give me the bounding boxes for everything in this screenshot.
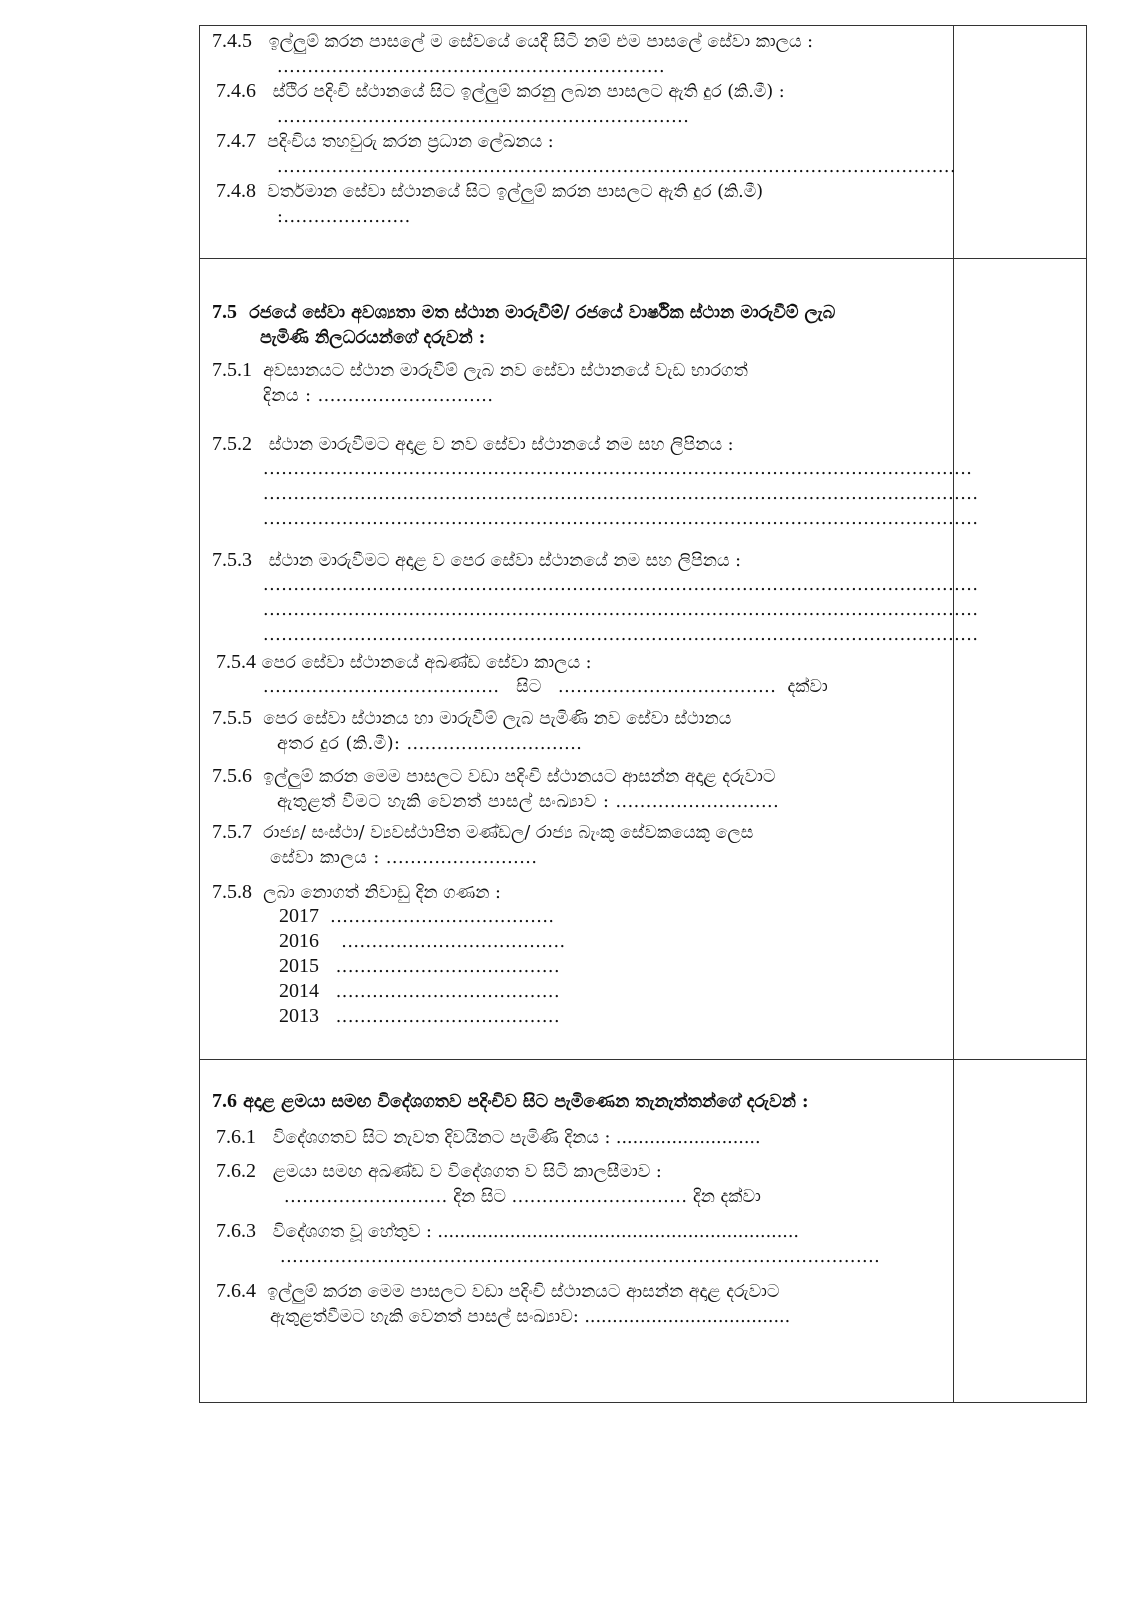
section-7-4-cell (200, 26, 957, 259)
item-7-5-5 (212, 707, 731, 730)
item-7-5-1 (212, 359, 748, 382)
year-label: 2015 (279, 955, 319, 977)
item-label: විදේශගතව සිට නැවත දිවයිනට පැමිණි දිනය : .......................... (272, 1128, 761, 1148)
fill-line[interactable]: ..................................... (341, 932, 566, 952)
fill-line[interactable]: ............................. (511, 1187, 688, 1207)
item-7-5-3 (212, 549, 741, 572)
fill-line[interactable]: ................................................................................................... (280, 1247, 881, 1267)
section-7-5-heading (212, 301, 835, 324)
year-row (279, 905, 554, 928)
item-label: රාජ්‍ය/ සංස්ථා/ ව්‍යවස්ථාපිත මණ්ඩල/ රාජ්‍ය බැංකු සේවකයෙකු ලෙස (263, 823, 754, 843)
item-label: ස්ථාන මාරුවීමට අදාළ ව නව සේවා ස්ථානයේ නම සහ ලිපිනය : (268, 435, 734, 455)
item-label: ස්ථාන මාරුවීමට අදාළ ව පෙර සේවා ස්ථානයේ නම සහ ලිපිනය : (268, 551, 742, 571)
item-7-5-7 (212, 821, 753, 844)
year-row (279, 980, 560, 1003)
form-table (199, 25, 1087, 1403)
fill-line[interactable]: .................................................................... (277, 107, 690, 127)
item-label: ඉල්ලුම් කරන මෙම පාසලට වඩා පදිංචි ස්ථානයට ආසන්න අදාළ දරුවාට (267, 1282, 780, 1302)
item-number: 7.5.4 (216, 651, 256, 673)
item-7-4-6 (216, 80, 785, 103)
item-label: පෙර සේවා ස්ථානයේ අඛණ්ඩ සේවා කාලය : (261, 653, 592, 673)
item-7-4-7 (216, 130, 554, 153)
fill-line[interactable]: .................................... (558, 677, 777, 697)
table-row (200, 1060, 1087, 1403)
year-label: 2013 (279, 1005, 319, 1027)
item-number: 7.6.2 (216, 1160, 256, 1182)
section-7-6-heading (212, 1090, 808, 1113)
side-column (954, 26, 1087, 259)
item-number: 7.4.5 (212, 30, 252, 52)
fill-line[interactable]: :..................... (277, 207, 411, 227)
fill-line[interactable]: ...................................................................................................................... (263, 575, 979, 595)
from-label: සිට (516, 677, 542, 697)
section-7-6-cell (200, 1060, 954, 1403)
table-row (200, 26, 1087, 259)
item-number: 7.5.7 (212, 821, 252, 843)
year-row (279, 955, 560, 978)
item-number: 7.5.1 (212, 359, 252, 381)
from-label: දින සිට (453, 1187, 506, 1207)
item-label: ඉල්ලුම් කරන පාසලේ ම සේවයේ යෙදී සිටි නම් එම පාසලේ සේවා කාලය : (268, 32, 814, 52)
fill-line[interactable]: ..................................... (335, 1007, 561, 1027)
item-7-6-4 (216, 1280, 780, 1303)
item-label: ඉල්ලුම් කරන මෙම පාසලට වඩා පදිංචි ස්ථානයට ආසන්න අදාළ දරුවාට (263, 767, 776, 787)
fill-line[interactable]: ..................................... (335, 982, 561, 1002)
item-7-4-8 (216, 180, 763, 203)
item-label: ළමයා සමඟ අඛණ්ඩ ව විදේශගත ව සිටි කාලසීමාව : (272, 1162, 662, 1182)
item-number: 7.5 (212, 301, 237, 323)
item-7-6-1 (216, 1126, 761, 1149)
item-number: 7.4.8 (216, 180, 256, 202)
item-label: පෙර සේවා ස්ථානය හා මාරුවීම් ලැබ පැමිණි නව සේවා ස්ථානය (263, 709, 732, 729)
item-7-5-8 (212, 881, 501, 904)
fill-line[interactable]: ...................................................................................................................... (263, 600, 979, 620)
item-number: 7.5.2 (212, 433, 252, 455)
fill-line[interactable]: ඇතුළත් වීමට හැකි වෙනත් පාසල් සංඛ්‍යාව : ........................... (277, 792, 780, 812)
year-row (279, 1005, 560, 1028)
side-column (954, 1060, 1087, 1403)
year-row (279, 930, 566, 953)
item-7-5-4 (216, 651, 592, 674)
item-number: 7.6.1 (216, 1126, 256, 1148)
item-7-4-5 (212, 30, 813, 53)
item-label: ලබා නොගත් නිවාඩු දින ගණන : (263, 883, 501, 903)
fill-line[interactable]: අතර දුර (කි.මී): ............................. (277, 734, 583, 754)
item-label: පදිංචිය තහවුරු කරන ප්‍රධාන ලේඛනය : (267, 132, 554, 152)
side-column (954, 259, 1087, 1060)
item-number: 7.5.8 (212, 881, 252, 903)
fill-line[interactable]: ................................................................................................................ (277, 157, 957, 177)
fill-line[interactable]: ඇතුළත්වීමට හැකි වෙනත් පාසල් සංඛ්‍යාව: ..................................... (270, 1307, 791, 1327)
fill-line[interactable]: ..................................................................................................................... (263, 459, 973, 479)
year-label: 2017 (279, 905, 319, 927)
item-label: ස්ථිර පදිංචි ස්ථානයේ සිට ඉල්ලුම් කරනු ලබන පාසලට ඇති දුර (කි.මී) : (272, 82, 785, 102)
item-label: විදේශගත වූ හේතුව : ................................................................. (272, 1222, 799, 1242)
item-number: 7.6.4 (216, 1280, 256, 1302)
item-number: 7.6.3 (216, 1220, 256, 1242)
to-label: දක්වා (787, 677, 828, 697)
date-range (284, 1186, 761, 1208)
item-number: 7.5.3 (212, 549, 252, 571)
item-number: 7.5.5 (212, 707, 252, 729)
item-number: 7.5.6 (212, 765, 252, 787)
heading-text: රජයේ සේවා අවශ්‍යතා මත ස්ථාන මාරුවීම්/ රජයේ වාර්ෂික ස්ථාන මාරුවීම් ලැබ (249, 303, 836, 323)
item-7-5-6 (212, 765, 776, 788)
item-number: 7.6 (212, 1090, 237, 1112)
fill-line[interactable]: ........................... (284, 1187, 448, 1207)
section-7-5-cell (200, 259, 979, 1060)
fill-line[interactable]: ................................................................ (277, 57, 666, 77)
to-label: දින දක්වා (692, 1187, 761, 1207)
fill-line[interactable]: ...................................................................................................................... (263, 509, 979, 529)
heading-text: අදාළ ළමයා සමඟ විදේශගතව පදිංචිව සිට පැමිණෙන තැනැත්තන්ගේ දරුවන් : (243, 1092, 809, 1112)
table-row (200, 259, 1087, 1060)
item-number: 7.4.6 (216, 80, 256, 102)
year-label: 2016 (279, 930, 319, 952)
fill-line[interactable]: ....................................... (263, 677, 500, 697)
item-7-6-2 (216, 1160, 662, 1183)
fill-line[interactable]: දිනය : ............................. (263, 386, 494, 406)
fill-line[interactable]: ..................................... (335, 957, 561, 977)
fill-line[interactable]: ...................................................................................................................... (263, 625, 979, 645)
heading-text: පැමිණි නිලධරයන්ගේ දරුවන් : (260, 328, 486, 348)
fill-line[interactable]: ..................................... (330, 907, 555, 927)
year-label: 2014 (279, 980, 319, 1002)
fill-line[interactable]: සේවා කාලය : ......................... (270, 848, 538, 868)
item-7-6-3 (216, 1220, 799, 1243)
date-range (263, 676, 828, 698)
item-label: වර්තමාන සේවා ස්ථානයේ සිට ඉල්ලුම් කරන පාසලට ඇති දුර (කි.මී) (267, 182, 764, 202)
item-label: අවසානයට ස්ථාන මාරුවීම් ලැබ නව සේවා ස්ථානයේ වැඩ භාරගත් (263, 361, 748, 381)
item-number: 7.4.7 (216, 130, 256, 152)
item-7-5-2 (212, 433, 734, 456)
fill-line[interactable]: ...................................................................................................................... (263, 484, 979, 504)
